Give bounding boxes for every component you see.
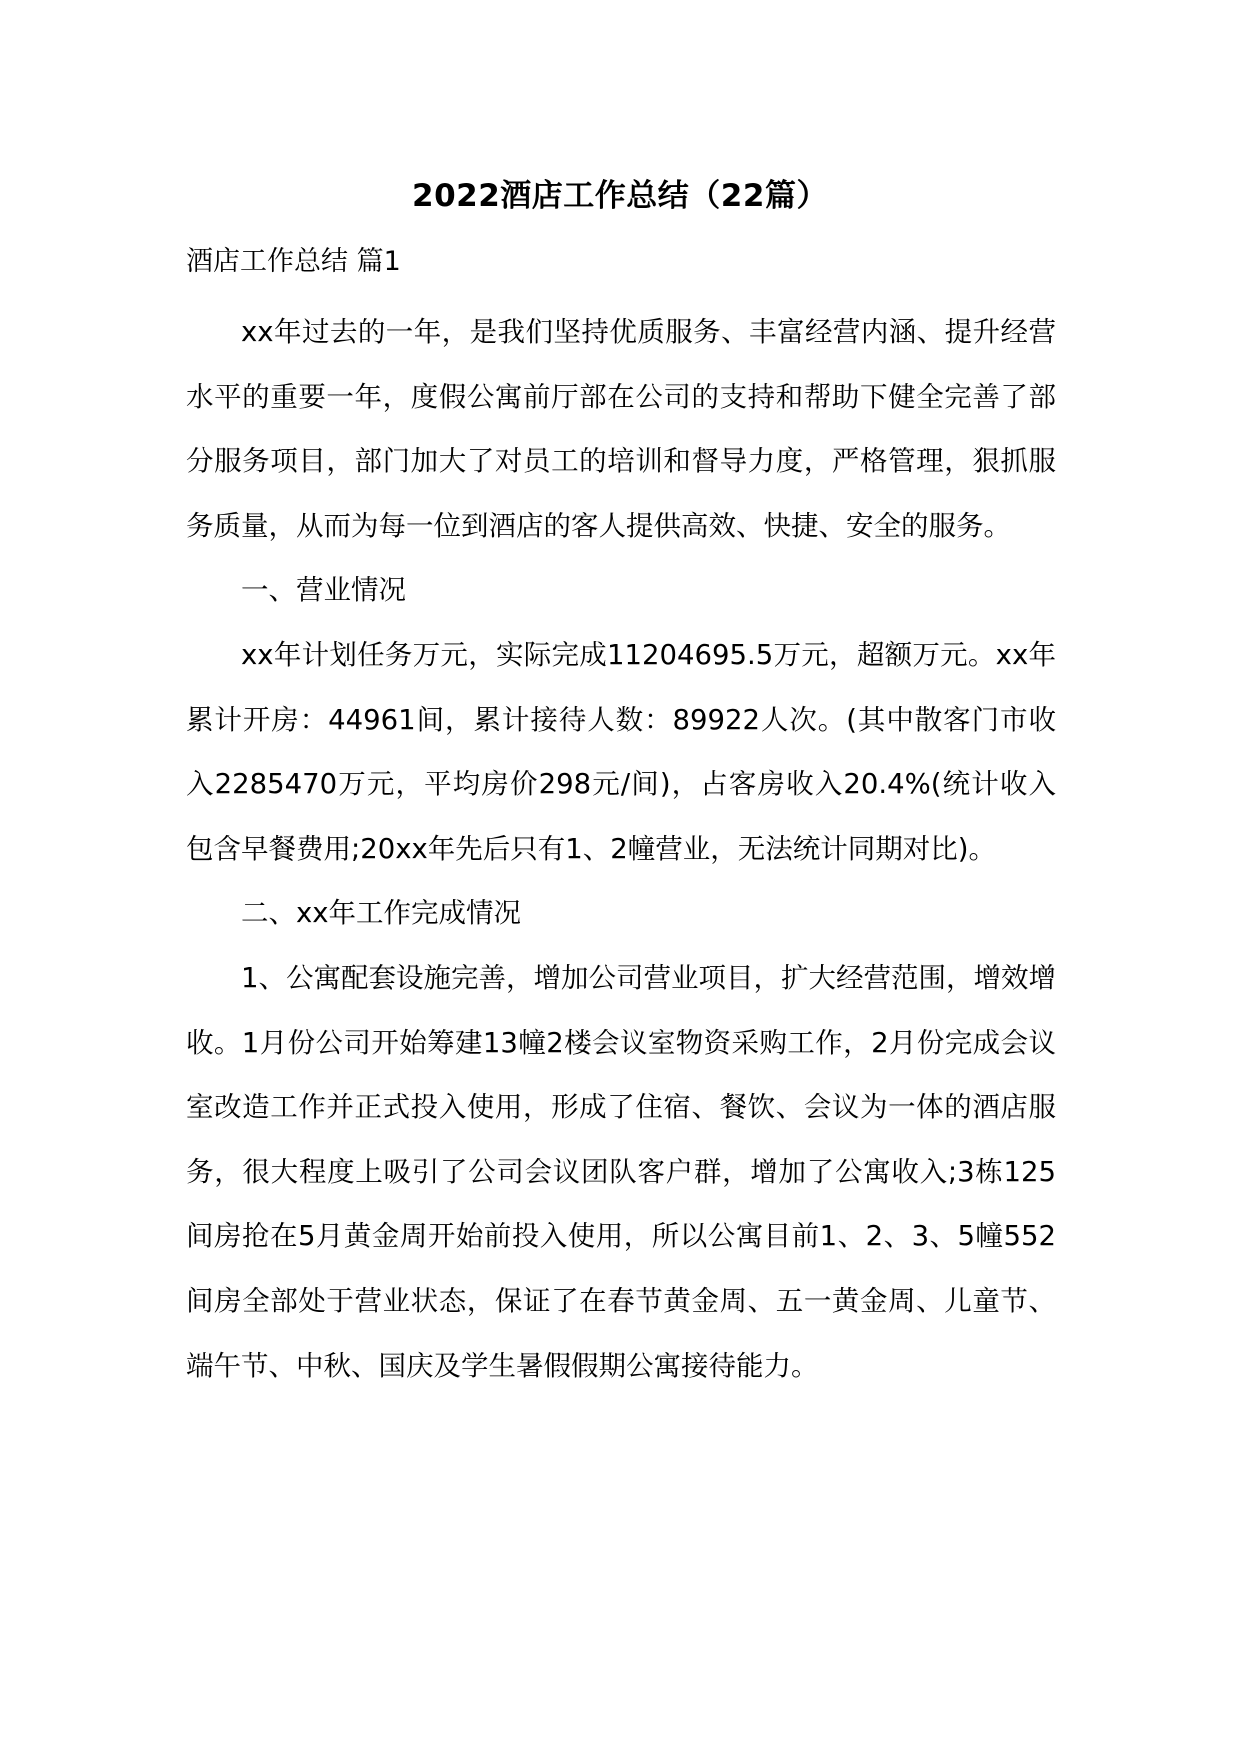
section-heading-business: 一、营业情况 (241, 574, 406, 607)
section-subtitle: 酒店工作总结 篇1 (186, 246, 401, 277)
work-paragraph: 1、公寓配套设施完善，增加公司营业项目，扩大经营范围，增效增收。1月份公司开始筹建13幢2楼会议室物资采购工作，2月份完成会议室改造工作并正式投入使用，形成了住宿、餐饮、会议为一体的酒店服务，很大程度上吸引了公司会议团队客户群，增加了公寓收入;3栋125间房抢在5月黄金周开始前投入使用，所以公寓目前1、2、3、5幢552间房全部处于营业状态，保证了在春节黄金周、五一黄金周、儿童节、端午节、中秋、国庆及学生暑假假期公寓接待能力。 (186, 961, 1056, 1382)
document-body (186, 300, 1056, 1398)
intro-paragraph: xx年过去的一年，是我们坚持优质服务、丰富经营内涵、提升经营水平的重要一年，度假公寓前厅部在公司的支持和帮助下健全完善了部分服务项目，部门加大了对员工的培训和督导力度，严格管理，狠抓服务质量，从而为每一位到酒店的客人提供高效、快捷、安全的服务。 (186, 316, 1056, 542)
business-paragraph: xx年计划任务万元，实际完成11204695.5万元，超额万元。xx年累计开房：44961间，累计接待人数：89922人次。(其中散客门市收入2285470万元，平均房价298元/间)，占客房收入20.4%(统计收入包含早餐费用;20xx年先后只有1、2幢营业，无法统计同期对比)。 (186, 638, 1056, 865)
document-title: 2022酒店工作总结（22篇） (412, 178, 828, 214)
section-heading-work: 二、xx年工作完成情况 (241, 897, 522, 930)
